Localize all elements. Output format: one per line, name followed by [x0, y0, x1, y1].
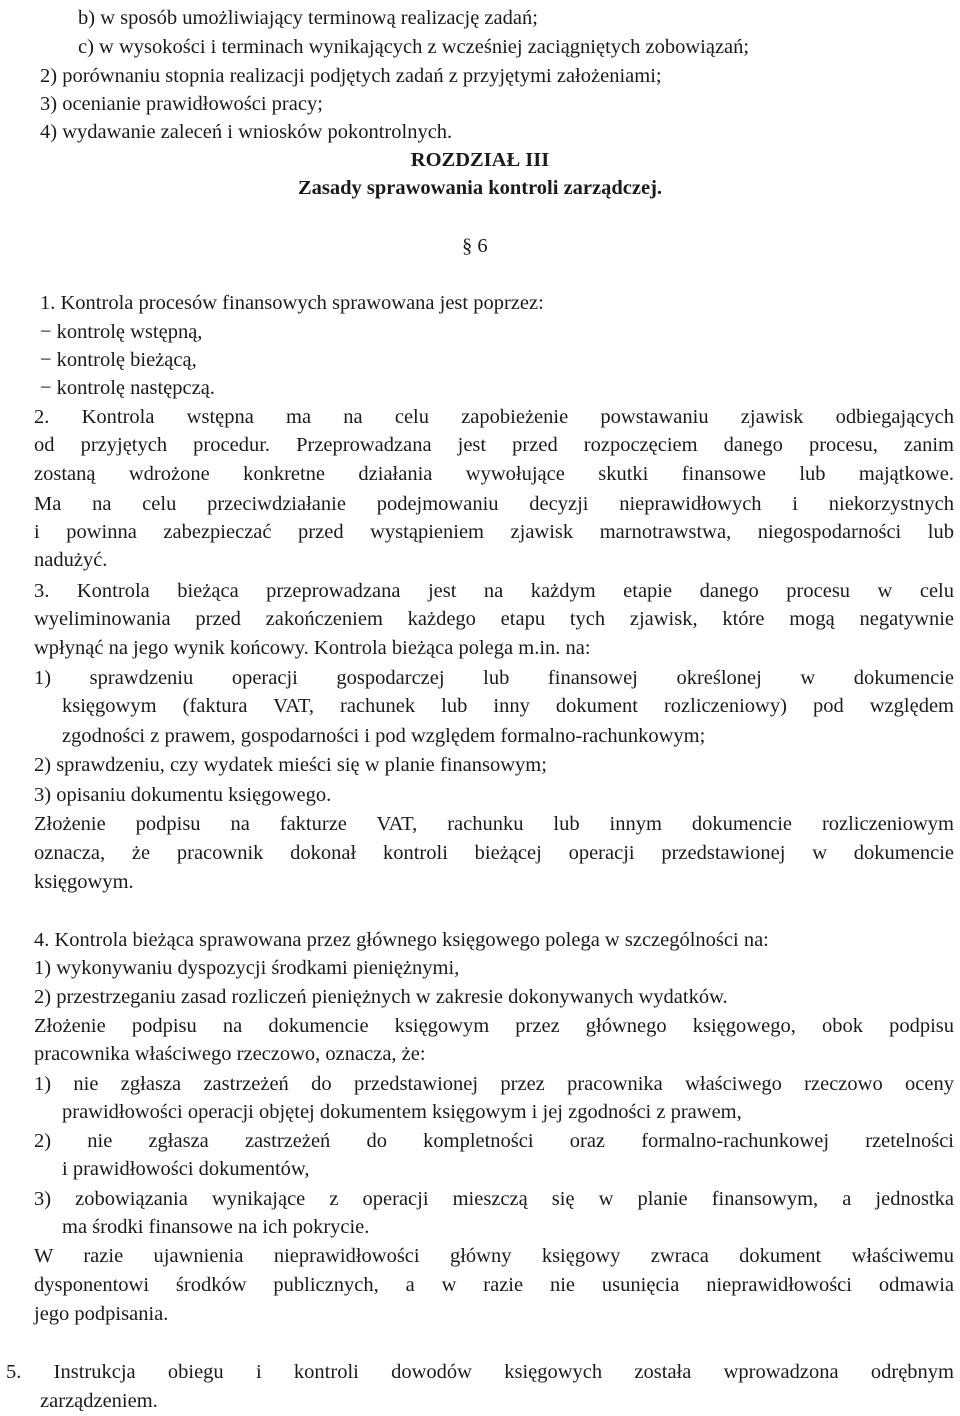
paragraph-4-line: 4. Kontrola bieżąca sprawowana przez głównego księgowego polega w szczególności na:: [34, 929, 769, 951]
paragraph-4-item-cont: i prawidłowości dokumentów,: [62, 1158, 310, 1180]
paragraph-2-line: zostaną wdrożone konkretne działania wywołujące skutki finansowe lub majątkowe.: [34, 463, 954, 485]
paragraph-2-line: 2. Kontrola wstępna ma na celu zapobieżenie powstawaniu zjawisk odbiegających: [34, 406, 954, 428]
paragraph-4-line: dysponentowi środków publicznych, a w razie nie usunięcia nieprawidłowości odmawia: [34, 1274, 954, 1296]
paragraph-2-line: od przyjętych procedur. Przeprowadzana jest przed rozpoczęciem danego procesu, zanim: [34, 434, 954, 456]
list-item-c: c) w wysokości i terminach wynikających z wcześniej zaciągniętych zobowiązań;: [78, 36, 750, 58]
list-item-2: 2) porównaniu stopnia realizacji podjętych zadań z przyjętymi założeniami;: [40, 65, 662, 87]
dash-item: − kontrolę bieżącą,: [40, 349, 197, 371]
paragraph-2-line: Ma na celu przeciwdziałanie podejmowaniu decyzji nieprawidłowych i niekorzystnych: [34, 493, 954, 515]
paragraph-3-line: wpłynąć na jego wynik końcowy. Kontrola bieżąca polega m.in. na:: [34, 637, 591, 659]
paragraph-4-item: 1) nie zgłasza zastrzeżeń do przedstawionej przez pracownika właściwego rzeczowo oceny: [34, 1073, 954, 1095]
paragraph-2-line: i powinna zabezpieczać przed wystąpieniem zjawisk marnotrawstwa, niegospodarności lub: [34, 521, 954, 543]
paragraph-2-line: nadużyć.: [34, 549, 108, 571]
paragraph-4-line: Złożenie podpisu na dokumencie księgowym przez głównego księgowego, obok podpisu: [34, 1015, 954, 1037]
list-item-b: b) w sposób umożliwiający terminową realizację zadań;: [78, 7, 538, 29]
chapter-title: ROZDZIAŁ III: [410, 149, 550, 171]
paragraph-4-item-cont: prawidłowości operacji objętej dokumentem księgowym i jej zgodności z prawem,: [62, 1101, 742, 1123]
paragraph-3-line: Złożenie podpisu na fakturze VAT, rachunku lub innym dokumencie rozliczeniowym: [34, 813, 954, 835]
paragraph-5-line: 5. Instrukcja obiegu i kontroli dowodów księgowych została wprowadzona odrębnym: [6, 1361, 954, 1383]
paragraph-3-line: wyeliminowania przed zakończeniem każdego etapu tych zjawisk, które mogą negatywnie: [34, 608, 954, 630]
dash-item: − kontrolę wstępną,: [40, 321, 203, 343]
paragraph-4-line: pracownika właściwego rzeczowo, oznacza, że:: [34, 1043, 426, 1065]
paragraph-3-line: księgowym.: [34, 871, 134, 893]
paragraph-3-item: 2) sprawdzeniu, czy wydatek mieści się w planie finansowym;: [34, 754, 547, 776]
paragraph-4-item: 2) nie zgłasza zastrzeżeń do kompletności oraz formalno-rachunkowej rzetelności: [34, 1130, 954, 1152]
paragraph-3-item-cont: zgodności z prawem, gospodarności i pod względem formalno-rachunkowym;: [62, 725, 706, 747]
chapter-subtitle: Zasady sprawowania kontroli zarządczej.: [297, 177, 663, 199]
list-item-3: 3) ocenianie prawidłowości pracy;: [40, 93, 323, 115]
paragraph-3-item: 1) sprawdzeniu operacji gospodarczej lub finansowej określonej w dokumencie: [34, 667, 954, 689]
paragraph-3-line: oznacza, że pracownik dokonał kontroli bieżącej operacji przedstawionej w dokumencie: [34, 842, 954, 864]
paragraph-4-item: 3) zobowiązania wynikające z operacji mieszczą się w planie finansowym, a jednostka: [34, 1188, 954, 1210]
paragraph-4-line: jego podpisania.: [34, 1303, 169, 1325]
paragraph-4-line: W razie ujawnienia nieprawidłowości główny księgowy zwraca dokument właściwemu: [34, 1245, 954, 1267]
section-mark: § 6: [462, 235, 488, 257]
paragraph-5-line: zarządzeniem.: [40, 1390, 158, 1412]
paragraph-3-item: 3) opisaniu dokumentu księgowego.: [34, 784, 332, 806]
paragraph-3-item-cont: księgowym (faktura VAT, rachunek lub inny dokument rozliczeniowy) pod względem: [62, 695, 954, 717]
paragraph-4-item: 2) przestrzeganiu zasad rozliczeń pieniężnych w zakresie dokonywanych wydatków.: [34, 986, 728, 1008]
paragraph-4-item: 1) wykonywaniu dyspozycji środkami pieniężnymi,: [34, 957, 460, 979]
paragraph-4-item-cont: ma środki finansowe na ich pokrycie.: [62, 1216, 370, 1238]
list-item-4: 4) wydawanie zaleceń i wniosków pokontrolnych.: [40, 121, 453, 143]
dash-item: − kontrolę następczą.: [40, 377, 215, 399]
paragraph-1-intro: 1. Kontrola procesów finansowych sprawowana jest poprzez:: [40, 292, 544, 314]
paragraph-3-line: 3. Kontrola bieżąca przeprowadzana jest na każdym etapie danego procesu w celu: [34, 580, 954, 602]
